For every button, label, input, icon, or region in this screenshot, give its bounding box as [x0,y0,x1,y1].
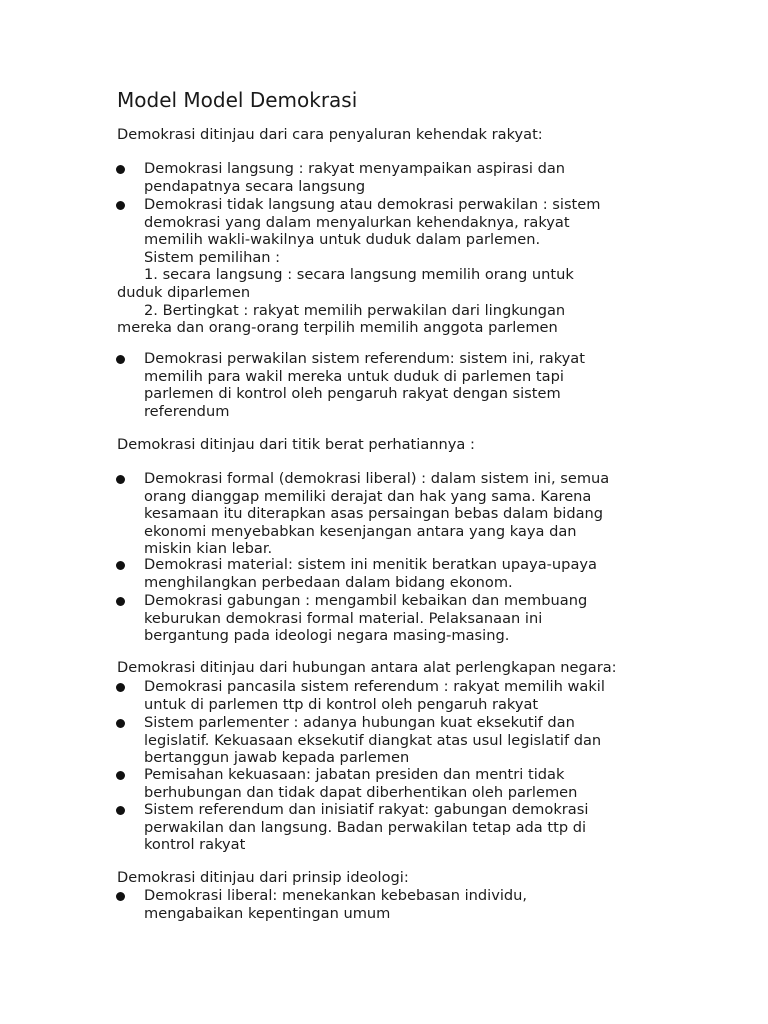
bullet-icon [116,475,125,484]
list-item-line: mengabaikan kepentingan umum [144,904,391,922]
list-item-line: memilih wakli-wakilnya untuk duduk dalam parlemen. [144,231,541,249]
list-item-line: kontrol rakyat [144,836,246,854]
bullet-icon [116,561,125,570]
list-item-line: keburukan demokrasi formal material. Pelaksanaan ini [144,609,543,627]
bullet-icon [116,355,125,364]
list-item-line: Sistem referendum dan inisiatif rakyat: gabungan demokrasi [144,801,589,818]
list-item-line: Demokrasi gabungan : mengambil kebaikan dan membuang [144,592,588,609]
section-heading: Demokrasi ditinjau dari titik berat perhatiannya : [117,436,475,453]
section-heading: Demokrasi ditinjau dari hubungan antara alat perlengkapan negara: [117,659,617,676]
bullet-icon [116,683,125,692]
bullet-icon [116,806,125,815]
list-item-line: memilih para wakil mereka untuk duduk di parlemen tapi [144,367,564,385]
list-item-line: Sistem parlementer : adanya hubungan kuat eksekutif dan [144,714,575,731]
bullet-icon [116,771,125,780]
list-item-line: Demokrasi langsung : rakyat menyampaikan aspirasi dan [144,160,566,177]
sub-item-line: mereka dan orang-orang terpilih memilih anggota parlemen [117,319,558,337]
list-item-line: Demokrasi liberal: menekankan kebebasan individu, [144,887,528,904]
list-item-line: Demokrasi pancasila sistem referendum : rakyat memilih wakil [144,678,605,695]
list-item-line: perwakilan dan langsung. Badan perwakilan tetap ada ttp di [144,818,587,836]
list-item-line: berhubungan dan tidak dapat diberhentikan oleh parlemen [144,783,578,801]
section-heading: Demokrasi ditinjau dari cara penyaluran kehendak rakyat: [117,126,543,143]
section-heading: Demokrasi ditinjau dari prinsip ideologi: [117,869,409,886]
list-item-line: Demokrasi formal (demokrasi liberal) : dalam sistem ini, semua [144,470,610,487]
list-item-line: Sistem pemilihan : [144,248,281,266]
list-item-line: kesamaan itu diterapkan asas persaingan bebas dalam bidang [144,505,604,523]
bullet-icon [116,165,125,174]
bullet-icon [116,719,125,728]
bullet-icon [116,597,125,606]
list-item-line: parlemen di kontrol oleh pengaruh rakyat dengan sistem [144,385,561,403]
sub-item-line: duduk diparlemen [117,284,251,301]
list-item-line: miskin kian lebar. [144,540,273,558]
list-item-line: ekonomi menyebabkan kesenjangan antara yang kaya dan [144,522,577,540]
list-item-line: orang dianggap memiliki derajat dan hak yang sama. Karena [144,487,592,505]
list-item-line: untuk di parlemen ttp di kontrol oleh pengaruh rakyat [144,695,539,713]
bullet-icon [116,201,125,210]
list-item-line: Demokrasi perwakilan sistem referendum: sistem ini, rakyat [144,350,585,367]
page-title: Model Model Demokrasi [117,88,358,112]
list-item-line: menghilangkan perbedaan dalam bidang ekonom. [144,573,513,591]
list-item-line: bertanggun jawab kepada parlemen [144,749,410,767]
list-item-line: demokrasi yang dalam menyalurkan kehendaknya, rakyat [144,213,570,231]
bullet-icon [116,892,125,901]
list-item-line: bergantung pada ideologi negara masing-masing. [144,627,510,645]
sub-item-line: 2. Bertingkat : rakyat memilih perwakilan dari lingkungan [144,301,566,319]
sub-item-line: 1. secara langsung : secara langsung memilih orang untuk [144,266,574,284]
list-item-line: legislatif. Kekuasaan eksekutif diangkat atas usul legislatif dan [144,731,602,749]
list-item-line: Demokrasi material: sistem ini menitik beratkan upaya-upaya [144,556,597,573]
list-item-line: Pemisahan kekuasaan: jabatan presiden dan mentri tidak [144,766,565,783]
list-item-line: pendapatnya secara langsung [144,177,366,195]
list-item-line: referendum [144,402,230,420]
list-item-line: Demokrasi tidak langsung atau demokrasi perwakilan : sistem [144,196,601,213]
